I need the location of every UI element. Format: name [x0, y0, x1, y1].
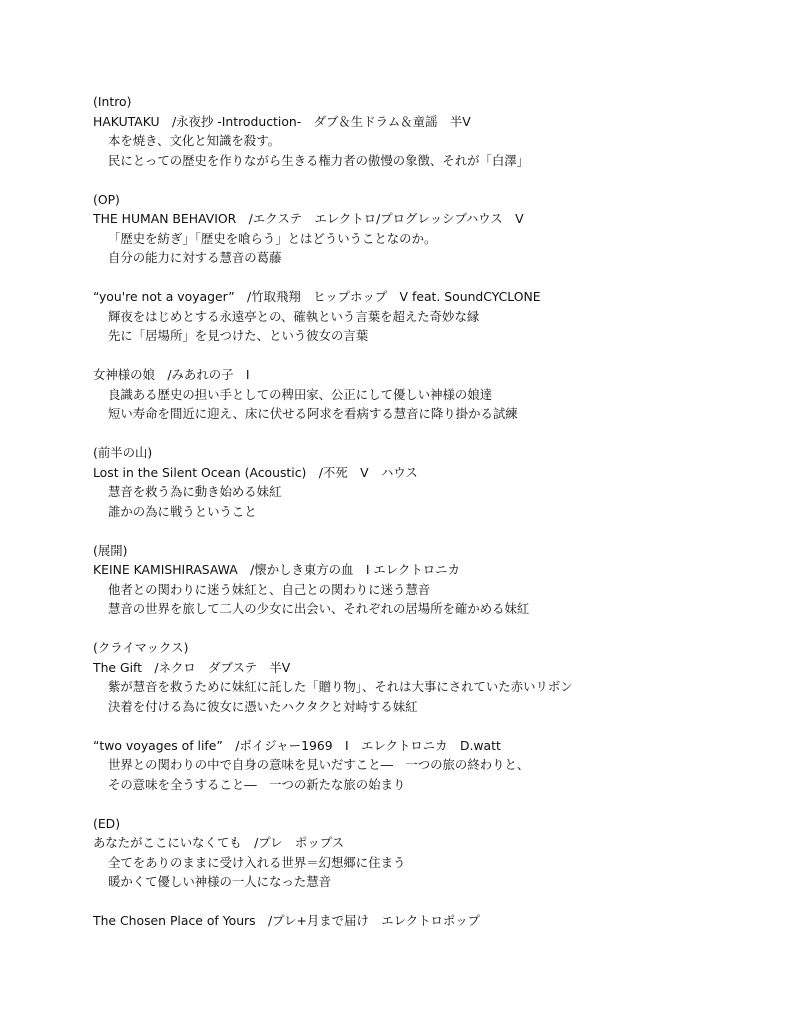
track-title: KEINE KAMISHIRASAWA /懐かしき東方の血 I エレクトロニカ — [93, 562, 460, 577]
track-title: “you're not a voyager” /竹取飛翔 ヒップホップ V feat. SoundCYCLONE — [93, 289, 541, 304]
description-line: 全てをありのままに受け入れる世界＝幻想郷に住まう — [108, 854, 406, 870]
section-heading: (OP) — [93, 191, 120, 207]
section-heading: (展開) — [93, 542, 128, 558]
section-heading: (前半の山) — [93, 445, 153, 460]
track-title: “two voyages of life” /ボイジャー1969 I エレクトロニカ D.watt — [93, 737, 501, 753]
description-line: 慧音を救う為に動き始める妹紅 — [108, 484, 282, 499]
track-title: 女神様の娘 /みあれの子 I — [93, 367, 250, 382]
document-page — [93, 92, 773, 950]
description-line: 紫が慧音を救うために妹紅に託した「贈り物」、それは大事にされていた赤いリボン — [108, 679, 573, 694]
track-section — [93, 443, 773, 521]
track-section — [93, 190, 773, 268]
description-line: 良識ある歴史の担い手としての稗田家、公正にして優しい神様の娘達 — [108, 386, 493, 402]
description-line: 決着を付ける為に彼女に憑いたハクタクと対峙する妹紅 — [108, 698, 418, 714]
description-line: 他者との関わりに迷う妹紅と、自己との関わりに迷う慧音 — [108, 581, 431, 597]
track-title: The Chosen Place of Yours /プレ+月まで届け エレクトロポップ — [93, 913, 481, 928]
track-section — [93, 736, 773, 795]
track-section — [93, 541, 773, 619]
track-title: あなたがここにいなくても /プレ ポップス — [93, 835, 344, 850]
track-title: Lost in the Silent Ocean (Acoustic) /不死 V ハウス — [93, 464, 418, 480]
track-section — [93, 638, 773, 716]
track-section — [93, 92, 773, 170]
track-title: THE HUMAN BEHAVIOR /エクステ エレクトロ/プログレッシブハウス V — [93, 211, 524, 226]
section-heading: (ED) — [93, 815, 121, 831]
track-section — [93, 814, 773, 892]
track-section — [93, 287, 773, 346]
track-section — [93, 911, 773, 931]
description-line: 「歴史を紡ぎ」「歴史を喰らう」とはどういうことなのか。 — [108, 230, 437, 246]
description-line: 慧音の世界を旅して二人の少女に出会い、それぞれの居場所を確かめる妹紅 — [108, 601, 530, 616]
description-line: 短い寿命を間近に迎え、床に伏せる阿求を看病する慧音に降り掛かる試練 — [108, 406, 518, 421]
description-line: 本を焼き、文化と知識を殺す。 — [108, 133, 280, 148]
section-heading: (クライマックス) — [93, 640, 189, 655]
description-line: 輝夜をはじめとする永遠亭との、確執という言葉を超えた奇妙な縁 — [108, 308, 480, 324]
description-line: 世界との関わりの中で自身の意味を見いだすこと― 一つの旅の終わりと、 — [108, 757, 530, 772]
description-line: 自分の能力に対する慧音の葛藤 — [108, 250, 282, 265]
description-line: その意味を全うすること― 一つの新たな旅の始まり — [108, 776, 406, 792]
description-line: 暖かくて優しい神様の一人になった慧音 — [108, 874, 332, 889]
track-title: The Gift /ネクロ ダブステ 半V — [93, 659, 291, 675]
section-heading: (Intro) — [93, 94, 132, 109]
track-section — [93, 365, 773, 424]
description-line: 先に「居場所」を見つけた、という彼女の言葉 — [108, 328, 369, 343]
description-line: 民にとっての歴史を作りながら生きる権力者の傲慢の象徴、それが「白澤」 — [108, 152, 530, 168]
track-title: HAKUTAKU /永夜抄 -Introduction- ダブ＆生ドラム＆童謡 半V — [93, 113, 471, 129]
description-line: 誰かの為に戦うということ — [108, 503, 257, 519]
